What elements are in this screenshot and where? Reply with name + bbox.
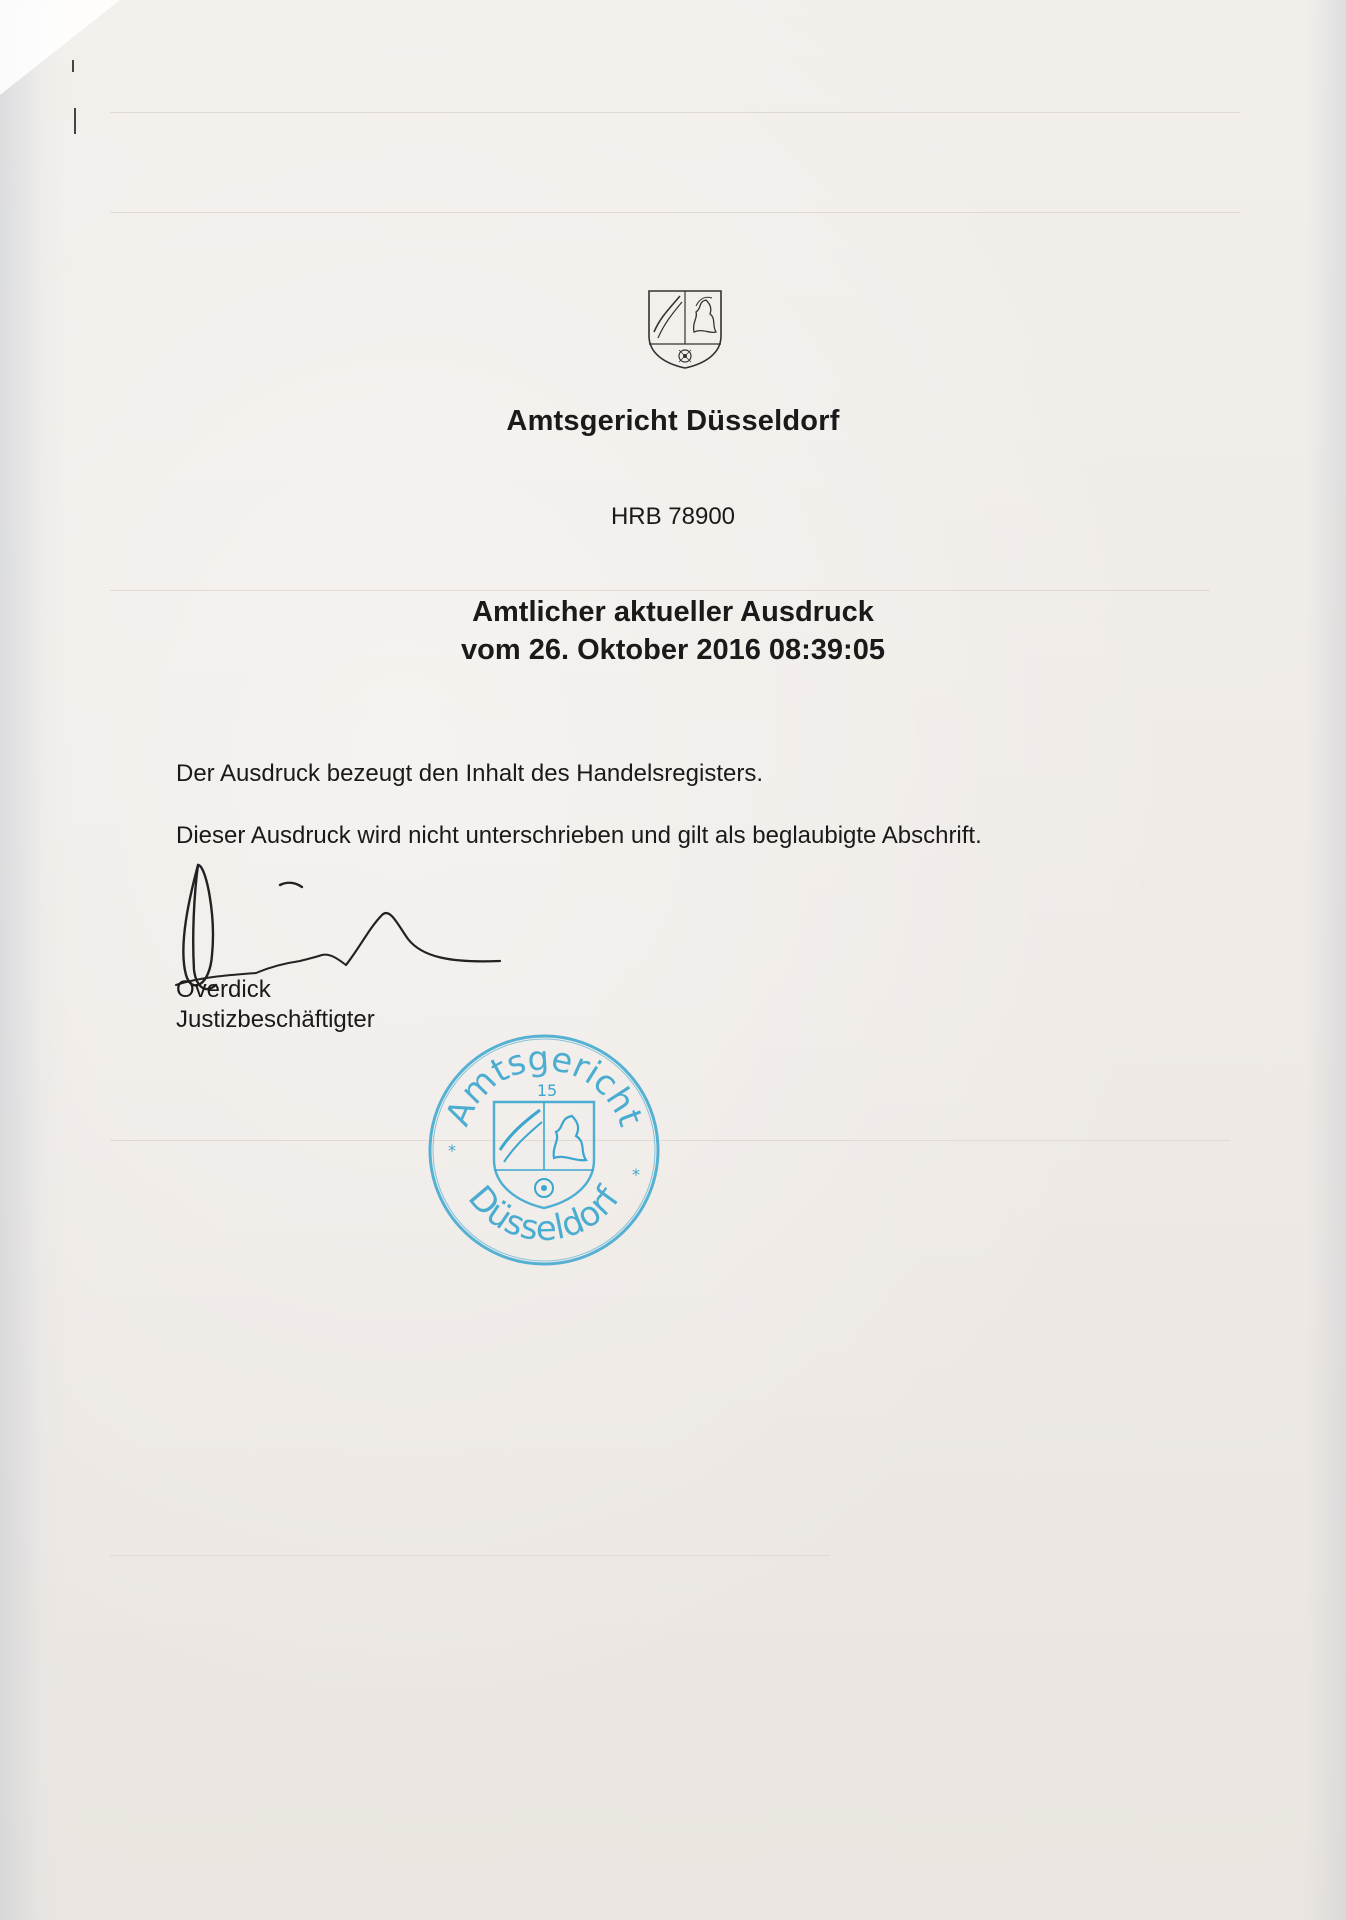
scan-left-shadow: [0, 0, 70, 1920]
stamp-number: 15: [536, 1081, 558, 1100]
signer-name: Overdick: [176, 976, 271, 1003]
show-through-line: [110, 112, 1240, 113]
paragraph-certified-copy-note: Dieser Ausdruck wird nicht unterschrieben und gilt als beglaubigte Abschrift.: [176, 822, 982, 849]
paragraph-content-attestation: Der Ausdruck bezeugt den Inhalt des Handelsregisters.: [176, 760, 764, 787]
stamp-text-top: Amtsgericht: [437, 1038, 651, 1132]
margin-mark: [74, 108, 76, 134]
folded-corner: [0, 0, 120, 95]
margin-mark: [72, 60, 74, 72]
register-number: HRB 78900: [610, 503, 736, 530]
stamp-star-right-icon: *: [632, 1165, 640, 1184]
stamp-text-bottom: Düsseldorf: [460, 1178, 628, 1250]
signer-title: Justizbeschäftigter: [176, 1006, 375, 1033]
court-seal-stamp: [424, 1030, 664, 1270]
scan-right-shadow: [1306, 0, 1346, 1920]
nrw-coat-of-arms-icon: [646, 288, 724, 370]
show-through-line: [110, 212, 1240, 213]
document-heading: [0, 593, 1346, 669]
show-through-line: [110, 1555, 830, 1556]
heading-line-1: Amtlicher aktueller Ausdruck: [472, 596, 874, 628]
show-through-line: [110, 590, 1210, 591]
show-through-line: [110, 1140, 1230, 1141]
stamp-star-left-icon: *: [448, 1141, 456, 1160]
court-name: Amtsgericht Düsseldorf: [506, 405, 840, 437]
heading-line-2: vom 26. Oktober 2016 08:39:05: [461, 634, 885, 666]
